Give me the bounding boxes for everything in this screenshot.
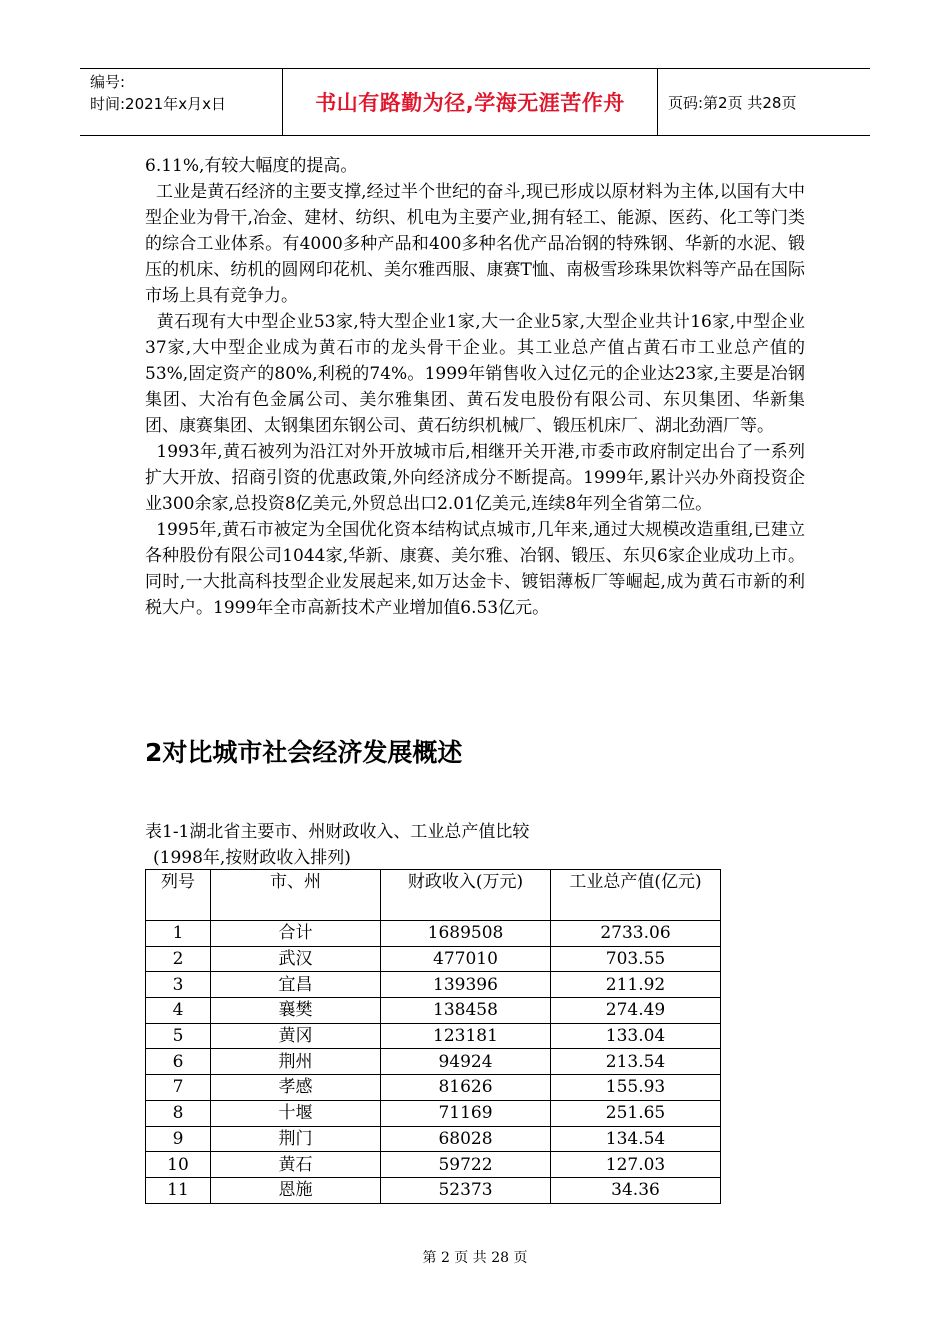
table-cell: 211.92 <box>551 972 721 998</box>
table-cell: 恩施 <box>211 1177 381 1203</box>
page-header <box>80 68 870 136</box>
table-cell: 34.36 <box>551 1177 721 1203</box>
table-cell: 138458 <box>381 998 551 1024</box>
table-header-row <box>146 870 721 921</box>
table-cell: 10 <box>146 1152 211 1178</box>
paragraph: 1993年,黄石被列为沿江对外开放城市后,相继开关开港,市委市政府制定出台了一系列扩大开放、招商引资的优惠政策,外向经济成分不断提高。1999年,累计兴办外商投资企业300余家,总投资8亿美元,外贸总出口2.01亿美元,连续8年列全省第二位。 <box>145 442 805 514</box>
header-meta <box>80 69 283 135</box>
table-cell: 11 <box>146 1177 211 1203</box>
header-cell: 市、州 <box>211 870 381 921</box>
section-heading: 2对比城市社会经济发展概述 <box>145 738 463 767</box>
data-table <box>145 869 721 1204</box>
table-row <box>146 921 721 947</box>
table-cell: 68028 <box>381 1126 551 1152</box>
table-cell: 155.93 <box>551 1075 721 1101</box>
table-cell: 59722 <box>381 1152 551 1178</box>
table-subtitle: (1998年,按财政收入排列) <box>153 848 351 868</box>
paragraph: 1995年,黄石市被定为全国优化资本结构试点城市,几年来,通过大规模改造重组,已建立各种股份有限公司1044家,华新、康赛、美尔雅、冶钢、锻压、东贝6家企业成功上市。同时,一大批高科技型企业发展起来,如万达金卡、镀铝薄板厂等崛起,成为黄石市新的利税大户。1999年全市高新技术产业增加值6.53亿元。 <box>145 520 805 618</box>
table-cell: 134.54 <box>551 1126 721 1152</box>
table-cell: 孝感 <box>211 1075 381 1101</box>
table-cell: 2733.06 <box>551 921 721 947</box>
table-cell: 武汉 <box>211 946 381 972</box>
table-title: 表1-1湖北省主要市、州财政收入、工业总产值比较 <box>145 822 530 842</box>
table-cell: 宜昌 <box>211 972 381 998</box>
table-cell: 71169 <box>381 1100 551 1126</box>
table-row <box>146 1126 721 1152</box>
header-page-info: 页码:第2页 共28页 <box>668 93 797 112</box>
table-cell: 127.03 <box>551 1152 721 1178</box>
table-row <box>146 1100 721 1126</box>
table-row <box>146 1049 721 1075</box>
table-cell: 8 <box>146 1100 211 1126</box>
table-cell: 1 <box>146 921 211 947</box>
table-caption <box>145 819 529 871</box>
table-cell: 213.54 <box>551 1049 721 1075</box>
table-row <box>146 1177 721 1203</box>
table-cell: 52373 <box>381 1177 551 1203</box>
table-row <box>146 998 721 1024</box>
table-row <box>146 972 721 998</box>
table-cell: 荆州 <box>211 1049 381 1075</box>
table-cell: 251.65 <box>551 1100 721 1126</box>
table-cell: 5 <box>146 1023 211 1049</box>
table-cell: 477010 <box>381 946 551 972</box>
table-cell: 4 <box>146 998 211 1024</box>
table-cell: 94924 <box>381 1049 551 1075</box>
table-cell: 6 <box>146 1049 211 1075</box>
table-row <box>146 1023 721 1049</box>
table-cell: 7 <box>146 1075 211 1101</box>
table-cell: 荆门 <box>211 1126 381 1152</box>
table-cell: 合计 <box>211 921 381 947</box>
paragraph: 6.11%,有较大幅度的提高。 <box>145 156 358 176</box>
table-row <box>146 946 721 972</box>
table-row <box>146 1152 721 1178</box>
paragraph: 黄石现有大中型企业53家,特大型企业1家,大一企业5家,大型企业共计16家,中型企业37家,大中型企业成为黄石市的龙头骨干企业。其工业总产值占黄石市工业总产值的53%,固定资产的80%,利税的74%。1999年销售收入过亿元的企业达23家,主要是冶钢集团、大冶有色金属公司、美尔雅集团、黄石发电股份有限公司、东贝集团、华新集团、康赛集团、太钢集团东钢公司、黄石纺织机械厂、锻压机床厂、湖北劲酒厂等。 <box>145 312 805 436</box>
table-cell: 黄石 <box>211 1152 381 1178</box>
table-cell: 十堰 <box>211 1100 381 1126</box>
table-cell: 9 <box>146 1126 211 1152</box>
number-label: 编号: <box>90 73 126 91</box>
header-motto: 书山有路勤为径,学海无涯苦作舟 <box>283 69 658 135</box>
header-cell: 列号 <box>146 870 211 921</box>
table-cell: 123181 <box>381 1023 551 1049</box>
table-cell: 1689508 <box>381 921 551 947</box>
table-cell: 133.04 <box>551 1023 721 1049</box>
time-label: 时间:2021年x月x日 <box>90 95 226 113</box>
header-cell: 财政收入(万元) <box>381 870 551 921</box>
table-cell: 274.49 <box>551 998 721 1024</box>
page-footer: 第 2 页 共 28 页 <box>422 1250 528 1266</box>
table-cell: 3 <box>146 972 211 998</box>
table-cell: 襄樊 <box>211 998 381 1024</box>
table-cell: 黄冈 <box>211 1023 381 1049</box>
table-cell: 81626 <box>381 1075 551 1101</box>
table-cell: 2 <box>146 946 211 972</box>
body-text <box>145 153 805 621</box>
paragraph: 工业是黄石经济的主要支撑,经过半个世纪的奋斗,现已形成以原材料为主体,以国有大中型企业为骨干,冶金、建材、纺织、机电为主要产业,拥有轻工、能源、医药、化工等门类的综合工业体系。有4000多种产品和400多种名优产品冶钢的特殊钢、华新的水泥、锻压的机床、纺机的圆网印花机、美尔雅西服、康赛T恤、南极雪珍珠果饮料等产品在国际市场上具有竞争力。 <box>145 182 806 306</box>
table-cell: 703.55 <box>551 946 721 972</box>
table-row <box>146 1075 721 1101</box>
table-body <box>146 921 721 1204</box>
table-cell: 139396 <box>381 972 551 998</box>
header-cell: 工业总产值(亿元) <box>551 870 721 921</box>
